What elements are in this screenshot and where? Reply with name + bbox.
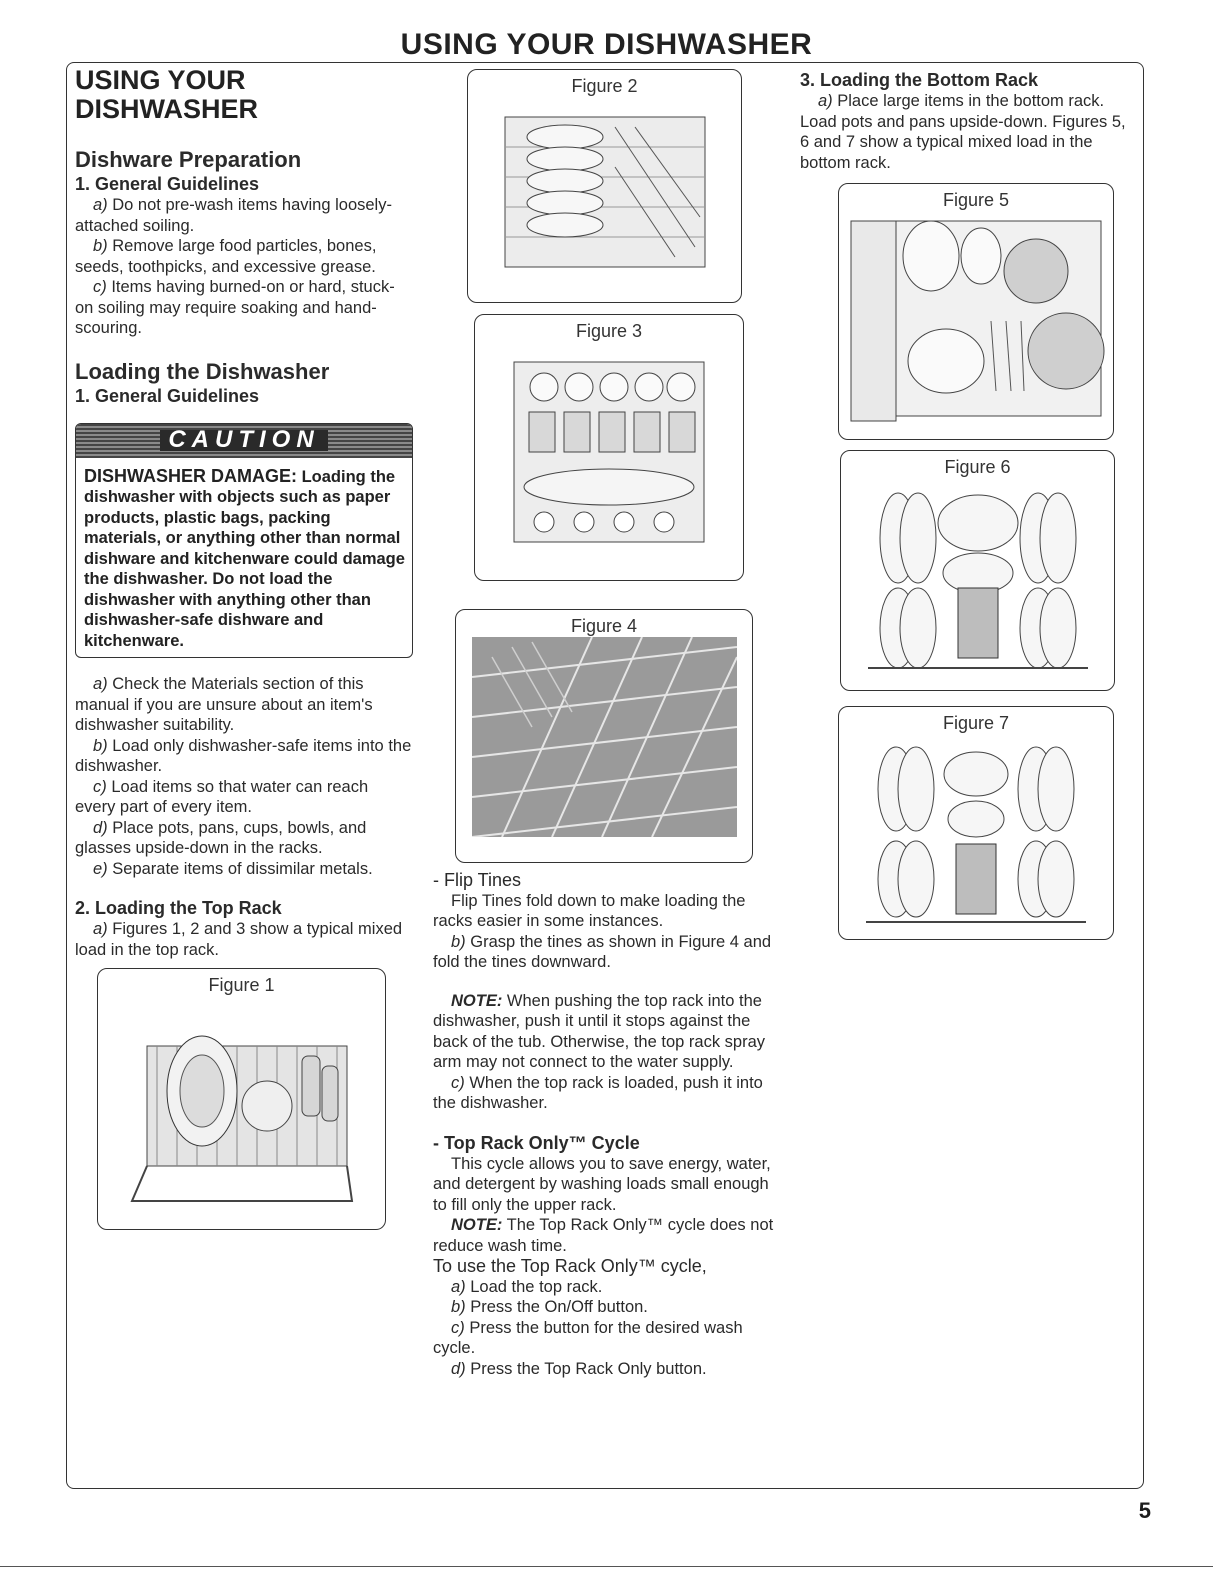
caution-bar	[76, 424, 412, 458]
step-a: a) Load the top rack.	[451, 1277, 603, 1296]
flip-item-c: c) When the top rack is loaded, push it into the dishwasher.	[433, 1073, 763, 1112]
note-push-rack: NOTE: When pushing the top rack into the dishwasher, push it until it stops against the back of the tub. Otherwise, the top rack spray arm may not connect to the water supply.	[433, 991, 765, 1071]
figure-6	[840, 450, 1115, 691]
top-rack-cups-illustration	[489, 342, 729, 562]
caution-text: DISHWASHER DAMAGE: Loading the dishwasher with objects such as paper products, plastic bags, packing materials, or anything other than normal dishware and kitchenware could damage the dishwasher. Do not load the dishwasher with anything other than dishwasher-safe dishware and kitchenware.	[84, 465, 405, 650]
page-title: USING YOUR DISHWASHER	[400, 28, 813, 61]
top-rack-item-a: a) Figures 1, 2 and 3 show a typical mixed load in the top rack.	[75, 920, 403, 959]
figure-2-caption: Figure 2	[571, 76, 638, 96]
figure-3-caption: Figure 3	[575, 321, 643, 341]
figure-7-caption: Figure 7	[942, 713, 1010, 733]
left-column	[75, 66, 413, 960]
figure-1	[97, 968, 386, 1230]
bottom-rack-heading: 3. Loading the Bottom Rack	[800, 70, 1039, 90]
figure-4-caption: Figure 4	[570, 616, 638, 636]
bottom-rack-open-illustration	[846, 211, 1106, 426]
flip-tines-heading: - Flip Tines	[433, 870, 522, 890]
flip-item-b: b) Grasp the tines as shown in Figure 4 and fold the tines downward.	[433, 932, 772, 971]
loading-heading: Loading the Dishwasher	[75, 358, 330, 384]
section-heading	[75, 66, 413, 124]
bottom-rack-item-a: a) Place large items in the bottom rack. Load pots and pans upside-down. Figures 5, 6 and 7 show a typical mixed load in the bottom rack.	[800, 92, 1126, 172]
prep-item-c: c) Items having burned-on or hard, stuck-on soiling may require soaking and hand-scouring.	[75, 278, 395, 337]
step-d: d) Press the Top Rack Only button.	[451, 1359, 707, 1378]
section-heading-line2: DISHWASHER	[75, 94, 259, 124]
guidelines-list	[75, 674, 413, 879]
caution-title: CAUTION	[160, 430, 327, 451]
guide-item-e: e) Separate items of dissimilar metals.	[93, 859, 373, 878]
figure-5	[838, 183, 1114, 440]
prep-subheading: 1. General Guidelines	[75, 174, 260, 194]
figure-7	[838, 706, 1114, 940]
flip-tines-text: Flip Tines fold down to make loading the racks easier in some instances.	[433, 891, 746, 930]
guide-item-c: c) Load items so that water can reach every part of every item.	[75, 777, 369, 816]
bottom-rack-plates-illustration	[858, 478, 1098, 678]
figure-3	[474, 314, 744, 581]
bottom-rack-mixed-illustration	[856, 734, 1096, 929]
top-rack-dishes-illustration	[485, 97, 725, 287]
figure-6-caption: Figure 6	[944, 457, 1011, 477]
page-number: 5	[1138, 1498, 1151, 1523]
right-column-text	[800, 69, 1133, 173]
step-c: c) Press the button for the desired wash cycle.	[433, 1318, 743, 1357]
figure-1-caption: Figure 1	[208, 975, 275, 995]
prep-item-b: b) Remove large food particles, bones, seeds, toothpicks, and excessive grease.	[75, 237, 377, 276]
flip-tines-photo	[472, 637, 737, 837]
top-rack-only-heading: - Top Rack Only™ Cycle	[433, 1132, 640, 1153]
figure-5-caption: Figure 5	[942, 190, 1010, 210]
guide-item-a: a) Check the Materials section of this manual if you are unsure about an item's dishwasher suitability.	[75, 675, 373, 734]
section-heading-line1: USING YOUR	[75, 65, 246, 95]
use-cycle-heading: To use the Top Rack Only™ cycle,	[433, 1256, 707, 1276]
bottom-rule	[0, 1566, 1213, 1567]
top-rack-only-text: This cycle allows you to save energy, water, and detergent by washing loads small enough to fill only the upper rack.	[433, 1154, 771, 1214]
figure-2	[467, 69, 742, 303]
step-b: b) Press the On/Off button.	[451, 1298, 648, 1316]
top-rack-heading: 2. Loading the Top Rack	[75, 898, 282, 918]
guide-item-b: b) Load only dishwasher-safe items into the dishwasher.	[75, 736, 412, 775]
loading-subheading: 1. General Guidelines	[75, 385, 260, 406]
dishware-prep-heading: Dishware Preparation	[75, 147, 302, 172]
top-rack-illustration	[117, 996, 367, 1216]
guide-item-d: d) Place pots, pans, cups, bowls, and glasses upside-down in the racks.	[75, 818, 367, 857]
middle-column-text	[433, 870, 776, 1379]
prep-item-a: a) Do not pre-wash items having loosely-attached soiling.	[75, 196, 392, 235]
note-wash-time: NOTE: The Top Rack Only™ cycle does not reduce wash time.	[433, 1216, 774, 1255]
figure-4	[455, 609, 753, 863]
caution-box	[75, 423, 413, 659]
